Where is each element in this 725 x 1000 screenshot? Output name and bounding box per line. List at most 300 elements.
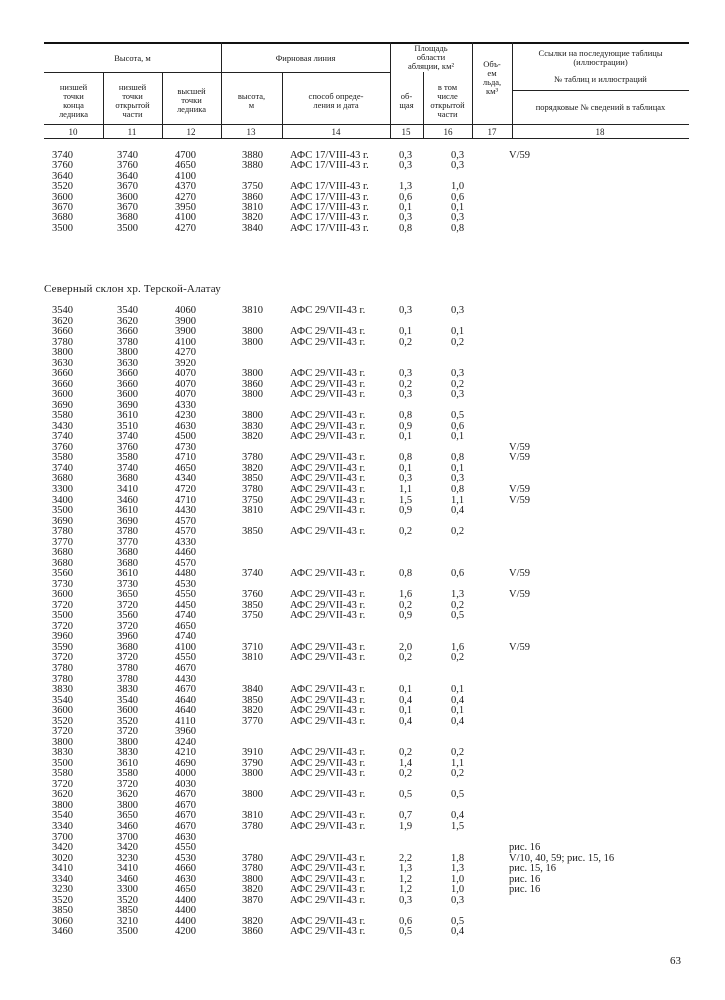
header-rule bbox=[512, 90, 689, 91]
cell-c12: 4100 bbox=[175, 170, 196, 182]
cell-c15: 1,1 bbox=[399, 484, 413, 495]
cell-c16: 1,0 bbox=[451, 873, 465, 885]
cell-c16: 0,8 bbox=[451, 484, 465, 495]
table-row bbox=[0, 358, 725, 369]
table-row bbox=[0, 853, 725, 864]
cell-c12: 4650 bbox=[175, 620, 196, 632]
cell-c16: 0,2 bbox=[451, 599, 465, 611]
cell-c14: АФС 29/VII-43 г. bbox=[290, 873, 366, 885]
cell-c11: 3600 bbox=[117, 705, 138, 717]
cell-c12: 4340 bbox=[175, 473, 196, 485]
cell-c16: 0,3 bbox=[451, 894, 465, 906]
cell-c16: 0,1 bbox=[451, 431, 465, 443]
cell-c15: 0,2 bbox=[399, 526, 413, 538]
cell-c13: 3750 bbox=[242, 494, 263, 506]
cell-c15: 0,9 bbox=[399, 505, 413, 517]
table-row bbox=[0, 874, 725, 885]
cell-c15: 0,6 bbox=[399, 191, 413, 203]
cell-c12: 4270 bbox=[175, 222, 196, 234]
header-area-group: Площадь области абляции, км² bbox=[408, 43, 454, 71]
cell-c10: 3500 bbox=[52, 505, 73, 517]
cell-c10: 3410 bbox=[52, 863, 73, 875]
cell-c11: 3460 bbox=[117, 494, 138, 506]
cell-c16: 0,2 bbox=[451, 768, 465, 780]
cell-c11: 3610 bbox=[117, 410, 138, 422]
cell-c10: 3020 bbox=[52, 852, 73, 864]
cell-c11: 3780 bbox=[117, 663, 138, 675]
table-row bbox=[0, 863, 725, 874]
cell-c11: 3500 bbox=[117, 926, 138, 938]
cell-c14: АФС 29/VII-43 г. bbox=[290, 894, 366, 906]
cell-c16: 0,1 bbox=[451, 684, 465, 696]
cell-c12: 4430 bbox=[175, 505, 196, 517]
cell-c11: 3520 bbox=[117, 894, 138, 906]
cell-c16: 0,4 bbox=[451, 694, 465, 706]
cell-c12: 4670 bbox=[175, 820, 196, 832]
cell-c12: 4400 bbox=[175, 915, 196, 927]
table-row bbox=[0, 652, 725, 663]
cell-c11: 3420 bbox=[117, 842, 138, 854]
cell-c14: АФС 29/VII-43 г. bbox=[290, 473, 366, 485]
cell-c15: 1,9 bbox=[399, 820, 413, 832]
header-refs-group: Ссылки на последующие таблицы (иллюстрации) bbox=[538, 48, 663, 67]
cell-c11: 3850 bbox=[117, 905, 138, 917]
cell-c16: 1,3 bbox=[451, 863, 465, 875]
table-row bbox=[0, 421, 725, 432]
cell-c11: 3610 bbox=[117, 568, 138, 580]
table-row bbox=[0, 758, 725, 769]
cell-c14: АФС 29/VII-43 г. bbox=[290, 462, 366, 474]
cell-c13: 3810 bbox=[242, 810, 263, 822]
cell-c11: 3670 bbox=[117, 202, 138, 213]
table-row bbox=[0, 579, 725, 590]
cell-c11: 3800 bbox=[117, 347, 138, 359]
table-row bbox=[0, 789, 725, 800]
cell-c13: 3770 bbox=[242, 715, 263, 727]
header-rule bbox=[44, 72, 221, 73]
cell-c15: 1,6 bbox=[399, 589, 413, 601]
column-number: 18 bbox=[595, 127, 605, 137]
page-number: 63 bbox=[670, 955, 681, 967]
cell-c10: 3600 bbox=[52, 589, 73, 601]
table-row bbox=[0, 316, 725, 327]
cell-c13: 3820 bbox=[242, 884, 263, 896]
cell-c12: 4070 bbox=[175, 378, 196, 390]
cell-c16: 0,3 bbox=[451, 212, 465, 224]
table-row bbox=[0, 768, 725, 779]
cell-c16: 0,1 bbox=[451, 462, 465, 474]
cell-c14: АФС 29/VII-43 г. bbox=[290, 389, 366, 401]
cell-c11: 3620 bbox=[117, 315, 138, 327]
cell-c10: 3500 bbox=[52, 610, 73, 622]
cell-c13: 3850 bbox=[242, 694, 263, 706]
cell-c14: АФС 29/VII-43 г. bbox=[290, 410, 366, 422]
table-row bbox=[0, 463, 725, 474]
table-row bbox=[0, 832, 725, 843]
header-col-16: в том числе открытой части bbox=[430, 82, 465, 119]
cell-c10: 3720 bbox=[52, 726, 73, 738]
cell-c14: АФС 17/VIII-43 г. bbox=[290, 160, 369, 172]
cell-c10: 3780 bbox=[52, 526, 73, 538]
cell-c15: 0,4 bbox=[399, 694, 413, 706]
cell-c13: 3830 bbox=[242, 420, 263, 432]
cell-c11: 3800 bbox=[117, 799, 138, 811]
cell-c11: 3690 bbox=[117, 515, 138, 527]
table-row bbox=[0, 916, 725, 927]
cell-c16: 0,6 bbox=[451, 420, 465, 432]
cell-c11: 3680 bbox=[117, 547, 138, 559]
cell-c16: 1,0 bbox=[451, 884, 465, 896]
cell-c11: 3520 bbox=[117, 715, 138, 727]
cell-c16: 0,4 bbox=[451, 810, 465, 822]
cell-c10: 3780 bbox=[52, 663, 73, 675]
table-row bbox=[0, 171, 725, 182]
cell-c15: 0,9 bbox=[399, 420, 413, 432]
cell-c15: 0,1 bbox=[399, 462, 413, 474]
table-row bbox=[0, 810, 725, 821]
cell-c15: 0,3 bbox=[399, 894, 413, 906]
cell-c10: 3590 bbox=[52, 641, 73, 653]
cell-c14: АФС 17/VIII-43 г. bbox=[290, 202, 369, 213]
cell-c10: 3060 bbox=[52, 915, 73, 927]
cell-c16: 1,6 bbox=[451, 641, 465, 653]
cell-c16: 0,4 bbox=[451, 505, 465, 517]
cell-c12: 4110 bbox=[175, 715, 196, 727]
cell-c16: 1,3 bbox=[451, 589, 465, 601]
cell-c11: 3720 bbox=[117, 726, 138, 738]
cell-c12: 4650 bbox=[175, 884, 196, 896]
cell-c12: 4640 bbox=[175, 694, 196, 706]
table-row bbox=[0, 642, 725, 653]
cell-c11: 3540 bbox=[117, 694, 138, 706]
cell-c11: 3720 bbox=[117, 652, 138, 664]
cell-c12: 4690 bbox=[175, 757, 196, 769]
section-title: Северный склон хр. Терской-Алатау bbox=[44, 283, 221, 295]
table-row bbox=[0, 181, 725, 192]
cell-c13: 3800 bbox=[242, 389, 263, 401]
cell-c15: 1,5 bbox=[399, 494, 413, 506]
cell-c12: 4670 bbox=[175, 684, 196, 696]
cell-c15: 0,4 bbox=[399, 715, 413, 727]
cell-c12: 3950 bbox=[175, 202, 196, 213]
cell-c11: 3730 bbox=[117, 578, 138, 590]
cell-c12: 4270 bbox=[175, 347, 196, 359]
table-row bbox=[0, 160, 725, 171]
cell-c12: 4650 bbox=[175, 462, 196, 474]
cell-c16: 0,3 bbox=[451, 160, 465, 172]
cell-c12: 4740 bbox=[175, 631, 196, 643]
cell-c10: 3620 bbox=[52, 789, 73, 801]
cell-c10: 3540 bbox=[52, 305, 73, 316]
cell-c15: 0,1 bbox=[399, 431, 413, 443]
cell-c18: V/59 bbox=[509, 568, 530, 580]
cell-c15: 0,3 bbox=[399, 368, 413, 380]
cell-c14: АФС 29/VII-43 г. bbox=[290, 326, 366, 338]
cell-c14: АФС 29/VII-43 г. bbox=[290, 368, 366, 380]
cell-c10: 3680 bbox=[52, 473, 73, 485]
cell-c13: 3910 bbox=[242, 747, 263, 759]
cell-c12: 4480 bbox=[175, 568, 196, 580]
cell-c13: 3820 bbox=[242, 915, 263, 927]
cell-c13: 3780 bbox=[242, 820, 263, 832]
table-row bbox=[0, 726, 725, 737]
cell-c10: 3680 bbox=[52, 557, 73, 569]
cell-c13: 3760 bbox=[242, 589, 263, 601]
cell-c10: 3830 bbox=[52, 747, 73, 759]
cell-c12: 4330 bbox=[175, 399, 196, 411]
table-row bbox=[0, 305, 725, 316]
header-rule bbox=[44, 138, 689, 139]
cell-c13: 3880 bbox=[242, 160, 263, 172]
cell-c14: АФС 29/VII-43 г. bbox=[290, 568, 366, 580]
cell-c12: 4100 bbox=[175, 336, 196, 348]
cell-c16: 0,4 bbox=[451, 715, 465, 727]
cell-c14: АФС 29/VII-43 г. bbox=[290, 652, 366, 664]
table-row bbox=[0, 663, 725, 674]
cell-c10: 3800 bbox=[52, 799, 73, 811]
cell-c16: 0,3 bbox=[451, 389, 465, 401]
column-number: 11 bbox=[127, 127, 137, 137]
cell-c13: 3840 bbox=[242, 222, 263, 234]
cell-c14: АФС 29/VII-43 г. bbox=[290, 589, 366, 601]
cell-c12: 4630 bbox=[175, 873, 196, 885]
cell-c11: 3600 bbox=[117, 389, 138, 401]
cell-c13: 3790 bbox=[242, 757, 263, 769]
cell-c11: 3740 bbox=[117, 431, 138, 443]
cell-c11: 3660 bbox=[117, 368, 138, 380]
cell-c12: 4450 bbox=[175, 599, 196, 611]
cell-c12: 4670 bbox=[175, 789, 196, 801]
cell-c18: V/59 bbox=[509, 452, 530, 464]
cell-c12: 4370 bbox=[175, 181, 196, 193]
cell-c12: 3920 bbox=[175, 357, 196, 369]
cell-c14: АФС 29/VII-43 г. bbox=[290, 789, 366, 801]
cell-c15: 0,1 bbox=[399, 705, 413, 717]
cell-c16: 1,5 bbox=[451, 820, 465, 832]
cell-c15: 0,8 bbox=[399, 410, 413, 422]
cell-c16: 0,2 bbox=[451, 526, 465, 538]
column-number: 10 bbox=[68, 127, 78, 137]
cell-c11: 3780 bbox=[117, 673, 138, 685]
cell-c15: 0,2 bbox=[399, 652, 413, 664]
cell-c11: 3760 bbox=[117, 160, 138, 172]
table-row bbox=[0, 484, 725, 495]
cell-c18: V/59 bbox=[509, 589, 530, 601]
cell-c10: 3540 bbox=[52, 810, 73, 822]
cell-c10: 3520 bbox=[52, 894, 73, 906]
cell-c14: АФС 29/VII-43 г. bbox=[290, 820, 366, 832]
header-col-14: способ опреде- ления и дата bbox=[308, 91, 364, 110]
cell-c13: 3800 bbox=[242, 368, 263, 380]
table-row bbox=[0, 389, 725, 400]
cell-c16: 0,8 bbox=[451, 452, 465, 464]
cell-c14: АФС 29/VII-43 г. bbox=[290, 852, 366, 864]
cell-c15: 0,7 bbox=[399, 810, 413, 822]
header-col-11: низшей точки открытой части bbox=[115, 82, 150, 119]
table-row bbox=[0, 547, 725, 558]
cell-c12: 4640 bbox=[175, 705, 196, 717]
cell-c14: АФС 29/VII-43 г. bbox=[290, 494, 366, 506]
header-rule bbox=[221, 72, 390, 73]
cell-c15: 0,3 bbox=[399, 305, 413, 316]
cell-c15: 2,0 bbox=[399, 641, 413, 653]
cell-c14: АФС 29/VII-43 г. bbox=[290, 610, 366, 622]
cell-c10: 3500 bbox=[52, 222, 73, 234]
cell-c16: 0,5 bbox=[451, 915, 465, 927]
cell-c10: 3680 bbox=[52, 547, 73, 559]
table-row bbox=[0, 442, 725, 453]
cell-c15: 0,3 bbox=[399, 160, 413, 172]
cell-c14: АФС 29/VII-43 г. bbox=[290, 336, 366, 348]
cell-c16: 0,3 bbox=[451, 305, 465, 316]
cell-c15: 0,1 bbox=[399, 684, 413, 696]
cell-c10: 3580 bbox=[52, 768, 73, 780]
cell-c16: 0,5 bbox=[451, 410, 465, 422]
cell-c15: 1,2 bbox=[399, 884, 413, 896]
cell-c14: АФС 29/VII-43 г. bbox=[290, 810, 366, 822]
cell-c14: АФС 29/VII-43 г. bbox=[290, 884, 366, 896]
table-row bbox=[0, 516, 725, 527]
cell-c10: 3740 bbox=[52, 462, 73, 474]
cell-c15: 0,8 bbox=[399, 452, 413, 464]
cell-c18: V/59 bbox=[509, 641, 530, 653]
cell-c14: АФС 29/VII-43 г. bbox=[290, 915, 366, 927]
table-row bbox=[0, 505, 725, 516]
cell-c12: 4330 bbox=[175, 536, 196, 548]
cell-c10: 3760 bbox=[52, 160, 73, 172]
cell-c15: 0,2 bbox=[399, 599, 413, 611]
cell-c11: 3560 bbox=[117, 610, 138, 622]
table-row bbox=[0, 368, 725, 379]
cell-c12: 4100 bbox=[175, 212, 196, 224]
cell-c11: 3210 bbox=[117, 915, 138, 927]
cell-c11: 3740 bbox=[117, 150, 138, 161]
cell-c11: 3700 bbox=[117, 831, 138, 843]
cell-c16: 0,4 bbox=[451, 926, 465, 938]
column-number: 15 bbox=[401, 127, 411, 137]
cell-c10: 3560 bbox=[52, 568, 73, 580]
cell-c11: 3630 bbox=[117, 357, 138, 369]
header-col-12: высшей точки ледника bbox=[176, 86, 207, 114]
cell-c15: 0,2 bbox=[399, 378, 413, 390]
cell-c12: 3900 bbox=[175, 315, 196, 327]
cell-c13: 3780 bbox=[242, 452, 263, 464]
cell-c10: 3640 bbox=[52, 170, 73, 182]
cell-c11: 3960 bbox=[117, 631, 138, 643]
cell-c13: 3750 bbox=[242, 181, 263, 193]
column-number: 14 bbox=[331, 127, 341, 137]
cell-c14: АФС 29/VII-43 г. bbox=[290, 715, 366, 727]
cell-c14: АФС 17/VIII-43 г. bbox=[290, 191, 369, 203]
cell-c10: 3580 bbox=[52, 452, 73, 464]
header-height-group: Высота, м bbox=[114, 53, 151, 63]
cell-c14: АФС 29/VII-43 г. bbox=[290, 505, 366, 517]
table-row bbox=[0, 326, 725, 337]
cell-c10: 3670 bbox=[52, 202, 73, 213]
cell-c16: 0,2 bbox=[451, 652, 465, 664]
cell-c11: 3690 bbox=[117, 399, 138, 411]
cell-c11: 3410 bbox=[117, 484, 138, 495]
cell-c12: 3960 bbox=[175, 726, 196, 738]
cell-c16: 0,2 bbox=[451, 378, 465, 390]
cell-c10: 3760 bbox=[52, 441, 73, 453]
cell-c13: 3780 bbox=[242, 863, 263, 875]
cell-c11: 3720 bbox=[117, 599, 138, 611]
table-row bbox=[0, 150, 725, 161]
cell-c10: 3830 bbox=[52, 684, 73, 696]
cell-c16: 0,1 bbox=[451, 202, 465, 213]
cell-c14: АФС 29/VII-43 г. bbox=[290, 768, 366, 780]
cell-c12: 4670 bbox=[175, 810, 196, 822]
cell-c11: 3770 bbox=[117, 536, 138, 548]
cell-c12: 4070 bbox=[175, 389, 196, 401]
cell-c12: 4660 bbox=[175, 863, 196, 875]
cell-c13: 3860 bbox=[242, 191, 263, 203]
table-row bbox=[0, 842, 725, 853]
cell-c15: 0,3 bbox=[399, 212, 413, 224]
cell-c13: 3820 bbox=[242, 212, 263, 224]
cell-c14: АФС 29/VII-43 г. bbox=[290, 420, 366, 432]
cell-c18: рис. 16 bbox=[509, 884, 541, 896]
cell-c10: 3660 bbox=[52, 326, 73, 338]
cell-c12: 4230 bbox=[175, 410, 196, 422]
cell-c12: 4550 bbox=[175, 589, 196, 601]
cell-c10: 3730 bbox=[52, 578, 73, 590]
cell-c13: 3820 bbox=[242, 431, 263, 443]
table-row bbox=[0, 337, 725, 348]
cell-c13: 3850 bbox=[242, 473, 263, 485]
table-row bbox=[0, 400, 725, 411]
table-row bbox=[0, 737, 725, 748]
cell-c13: 3800 bbox=[242, 336, 263, 348]
table-row bbox=[0, 495, 725, 506]
table-row bbox=[0, 431, 725, 442]
cell-c10: 3400 bbox=[52, 494, 73, 506]
cell-c12: 4100 bbox=[175, 641, 196, 653]
cell-c10: 3720 bbox=[52, 620, 73, 632]
cell-c13: 3860 bbox=[242, 926, 263, 938]
cell-c14: АФС 29/VII-43 г. bbox=[290, 484, 366, 495]
cell-c10: 3660 bbox=[52, 368, 73, 380]
cell-c11: 3760 bbox=[117, 441, 138, 453]
cell-c13: 3810 bbox=[242, 505, 263, 517]
cell-c11: 3600 bbox=[117, 191, 138, 203]
cell-c14: АФС 29/VII-43 г. bbox=[290, 526, 366, 538]
column-number: 16 bbox=[443, 127, 453, 137]
header-col-13: высота, м bbox=[237, 91, 266, 110]
cell-c16: 0,2 bbox=[451, 336, 465, 348]
table-row bbox=[0, 212, 725, 223]
cell-c14: АФС 29/VII-43 г. bbox=[290, 684, 366, 696]
cell-c16: 0,3 bbox=[451, 473, 465, 485]
cell-c13: 3800 bbox=[242, 873, 263, 885]
cell-c18: V/59 bbox=[509, 484, 530, 495]
cell-c10: 3630 bbox=[52, 357, 73, 369]
cell-c11: 3670 bbox=[117, 181, 138, 193]
cell-c10: 3500 bbox=[52, 757, 73, 769]
cell-c11: 3780 bbox=[117, 336, 138, 348]
cell-c10: 3620 bbox=[52, 315, 73, 327]
cell-c16: 0,6 bbox=[451, 191, 465, 203]
cell-c10: 3600 bbox=[52, 705, 73, 717]
cell-c11: 3230 bbox=[117, 852, 138, 864]
cell-c13: 3840 bbox=[242, 684, 263, 696]
cell-c10: 3850 bbox=[52, 905, 73, 917]
cell-c15: 0,8 bbox=[399, 568, 413, 580]
cell-c14: АФС 29/VII-43 г. bbox=[290, 599, 366, 611]
cell-c11: 3650 bbox=[117, 810, 138, 822]
cell-c12: 4670 bbox=[175, 799, 196, 811]
